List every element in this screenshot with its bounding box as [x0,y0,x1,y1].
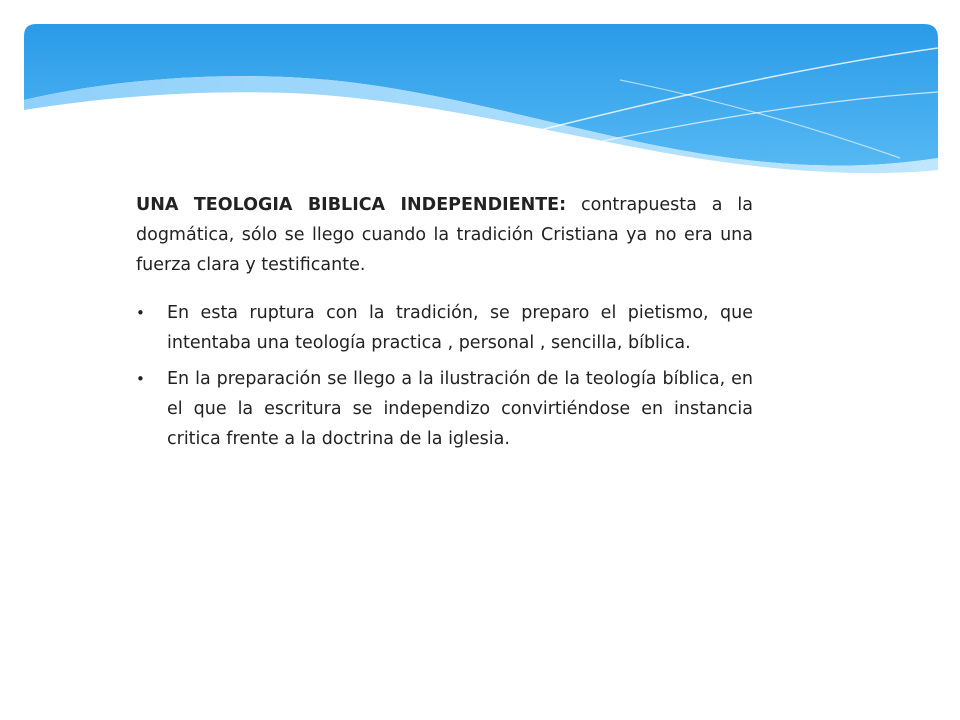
slide-content [136,190,753,460]
bullet-list [136,298,753,454]
bullet-icon: • [136,370,145,388]
header-wave-banner [0,0,960,180]
bullet-icon: • [136,304,145,322]
list-item [136,298,753,358]
intro-text: contrapuesta a la dogmática, sólo se llego cuando la tradición Cristiana ya no era una fuerza clara y testificante. [136,195,753,275]
intro-paragraph [136,190,753,280]
intro-heading: UNA TEOLOGIA BIBLICA INDEPENDIENTE: [136,195,567,215]
bullet-text: En la preparación se llego a la ilustración de la teología bíblica, en el que la escritura se independizo convirtiéndose en instancia critica frente a la doctrina de la iglesia. [167,369,753,449]
bullet-text: En esta ruptura con la tradición, se preparo el pietismo, que intentaba una teología practica , personal , sencilla, bíblica. [167,303,753,353]
list-item [136,364,753,454]
